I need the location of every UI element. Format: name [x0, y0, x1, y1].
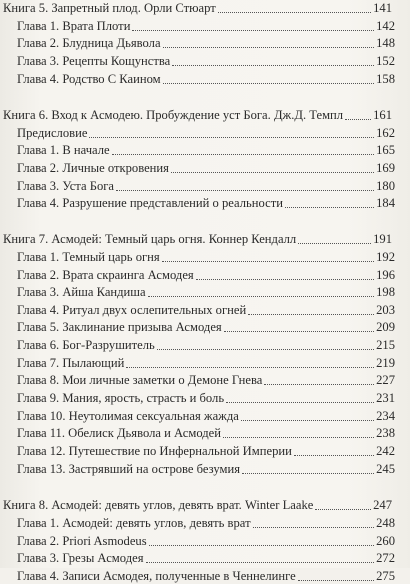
toc-page-number: 209: [376, 320, 395, 334]
toc-chapter-entry: [0, 513, 410, 531]
toc-chapter-entry: [0, 265, 410, 283]
toc-entry-title: Глава 3. Уста Бога: [17, 179, 114, 193]
toc-page-number: 203: [376, 303, 395, 317]
toc-chapter-entry: [0, 123, 410, 141]
dot-leader: [345, 119, 371, 120]
dot-leader: [171, 172, 374, 173]
dot-leader: [112, 154, 375, 155]
toc-page-number: 148: [376, 36, 395, 50]
toc-entry-title: Глава 1. Врата Плоти: [17, 19, 131, 33]
dot-leader: [218, 12, 371, 13]
toc-page-number: 227: [376, 373, 395, 387]
toc-book-entry: [0, 229, 410, 247]
toc-chapter-entry: [0, 423, 410, 441]
toc-entry-title: Книга 5. Запретный плод. Орли Стюарт: [3, 1, 216, 15]
dot-leader: [132, 30, 374, 31]
toc-chapter-entry: [0, 548, 410, 566]
toc-page-number: 215: [376, 338, 395, 352]
dot-leader: [226, 402, 374, 403]
toc-page-number: 260: [376, 534, 395, 548]
toc-page-number: 245: [376, 462, 395, 476]
toc-chapter-entry: [0, 51, 410, 69]
dot-leader: [248, 314, 374, 315]
toc-page-number: 242: [376, 444, 395, 458]
toc-entry-title: Глава 7. Пылающий: [17, 356, 125, 370]
toc-page-number: 219: [376, 356, 395, 370]
toc-chapter-entry: [0, 335, 410, 353]
toc-page-number: 158: [376, 72, 395, 86]
dot-leader: [116, 190, 374, 191]
toc-page-number: 248: [376, 516, 395, 530]
toc-entry-title: Глава 6. Бог-Разрушитель: [17, 338, 155, 352]
toc-page-number: 192: [376, 250, 395, 264]
toc-chapter-entry: [0, 441, 410, 459]
dot-leader: [148, 296, 375, 297]
dot-leader: [157, 349, 374, 350]
toc-page-number: 272: [376, 551, 395, 565]
toc-page-number: 247: [373, 498, 392, 512]
toc-page-number: 169: [376, 161, 395, 175]
toc-chapter-entry: [0, 193, 410, 211]
dot-leader: [196, 279, 374, 280]
toc-page-number: 161: [373, 108, 392, 122]
dot-leader: [149, 545, 374, 546]
toc-entry-title: Глава 4. Ритуал двух ослепительных огней: [17, 303, 247, 317]
dot-leader: [162, 261, 374, 262]
toc-entry-title: Глава 1. Асмодей: девять углов, девять врат: [17, 516, 251, 530]
toc-chapter-entry: [0, 16, 410, 34]
dot-leader: [224, 331, 374, 332]
toc-entry-title: Глава 1. Темный царь огня: [17, 250, 160, 264]
toc-entry-title: Глава 2. Priori Asmodeus: [17, 534, 147, 548]
toc-entry-title: Глава 8. Мои личные заметки о Демоне Гнева: [17, 373, 263, 387]
toc-chapter-entry: [0, 317, 410, 335]
toc-entry-title: Глава 3. Айша Кандиша: [17, 285, 146, 299]
toc-chapter-entry: [0, 531, 410, 549]
toc-page-number: 191: [373, 232, 392, 246]
toc-page-number: 184: [376, 196, 395, 210]
toc-page-number: 275: [376, 569, 395, 583]
toc-book-entry: [0, 105, 410, 123]
dot-leader: [223, 437, 374, 438]
dot-leader: [298, 580, 374, 581]
toc-chapter-entry: [0, 300, 410, 318]
dot-leader: [89, 137, 374, 138]
toc-entry-title: Глава 5. Заклинание призыва Асмодея: [17, 320, 222, 334]
toc-entry-title: Книга 8. Асмодей: девять углов, девять врат. Winter Laake: [3, 498, 314, 512]
toc-entry-title: Предисловие: [17, 126, 88, 140]
toc-chapter-entry: [0, 459, 410, 477]
toc-page-number: 142: [376, 19, 395, 33]
toc-chapter-entry: [0, 176, 410, 194]
dot-leader: [242, 473, 374, 474]
dot-leader: [264, 384, 374, 385]
dot-leader: [146, 562, 375, 563]
dot-leader: [298, 243, 371, 244]
toc-entry-title: Глава 2. Блудница Дьявола: [17, 36, 161, 50]
toc-chapter-entry: [0, 33, 410, 51]
toc-entry-title: Глава 1. В начале: [17, 143, 110, 157]
dot-leader: [253, 527, 375, 528]
toc-book-entry: [0, 495, 410, 513]
toc-entry-title: Глава 3. Рецепты Кощунства: [17, 54, 171, 68]
dot-leader: [241, 420, 374, 421]
toc-chapter-entry: [0, 282, 410, 300]
dot-leader: [285, 207, 374, 208]
toc-chapter-entry: [0, 406, 410, 424]
dot-leader: [163, 47, 375, 48]
toc-chapter-entry: [0, 388, 410, 406]
toc-page-number: 198: [376, 285, 395, 299]
toc-page-number: 196: [376, 268, 395, 282]
toc-entry-title: Глава 11. Обелиск Дьявола и Асмодей: [17, 426, 221, 440]
toc-page-number: 162: [376, 126, 395, 140]
dot-leader: [315, 509, 371, 510]
toc-page-number: 231: [376, 391, 395, 405]
dot-leader: [294, 455, 374, 456]
toc-entry-title: Глава 2. Личные откровения: [17, 161, 169, 175]
toc-page-number: 238: [376, 426, 395, 440]
toc-chapter-entry: [0, 566, 410, 584]
toc-chapter-entry: [0, 158, 410, 176]
toc-entry-title: Глава 3. Грезы Асмодея: [17, 551, 144, 565]
toc-page-number: 234: [376, 409, 395, 423]
toc-page-number: 165: [376, 143, 395, 157]
toc-entry-title: Глава 10. Неутолимая сексуальная жажда: [17, 409, 239, 423]
dot-leader: [172, 65, 374, 66]
dot-leader: [163, 83, 374, 84]
toc-entry-title: Глава 4. Родство С Каином: [17, 72, 161, 86]
toc-entry-title: Глава 4. Записи Асмодея, полученные в Ченнелинге: [17, 569, 296, 583]
toc-chapter-entry: [0, 69, 410, 87]
toc-chapter-entry: [0, 247, 410, 265]
toc-entry-title: Книга 6. Вход к Асмодею. Пробуждение уст Бога. Дж.Д. Темпл: [3, 108, 344, 122]
toc-entry-title: Книга 7. Асмодей: Темный царь огня. Коннер Кендалл: [3, 232, 297, 246]
dot-leader: [126, 367, 374, 368]
toc-chapter-entry: [0, 140, 410, 158]
toc-page-number: 141: [373, 1, 392, 15]
toc-book-entry: [0, 0, 410, 16]
toc-entry-title: Глава 2. Врата скраинга Асмодея: [17, 268, 194, 282]
toc-chapter-entry: [0, 353, 410, 371]
toc-entry-title: Глава 9. Мания, ярость, страсть и боль: [17, 391, 225, 405]
toc-chapter-entry: [0, 370, 410, 388]
toc-entry-title: Глава 4. Разрушение представлений о реальности: [17, 196, 283, 210]
toc-entry-title: Глава 13. Застрявший на острове безумия: [17, 462, 240, 476]
toc-entry-title: Глава 12. Путешествие по Инфернальной Империи: [17, 444, 292, 458]
toc-page-number: 152: [376, 54, 395, 68]
toc-page-number: 180: [376, 179, 395, 193]
